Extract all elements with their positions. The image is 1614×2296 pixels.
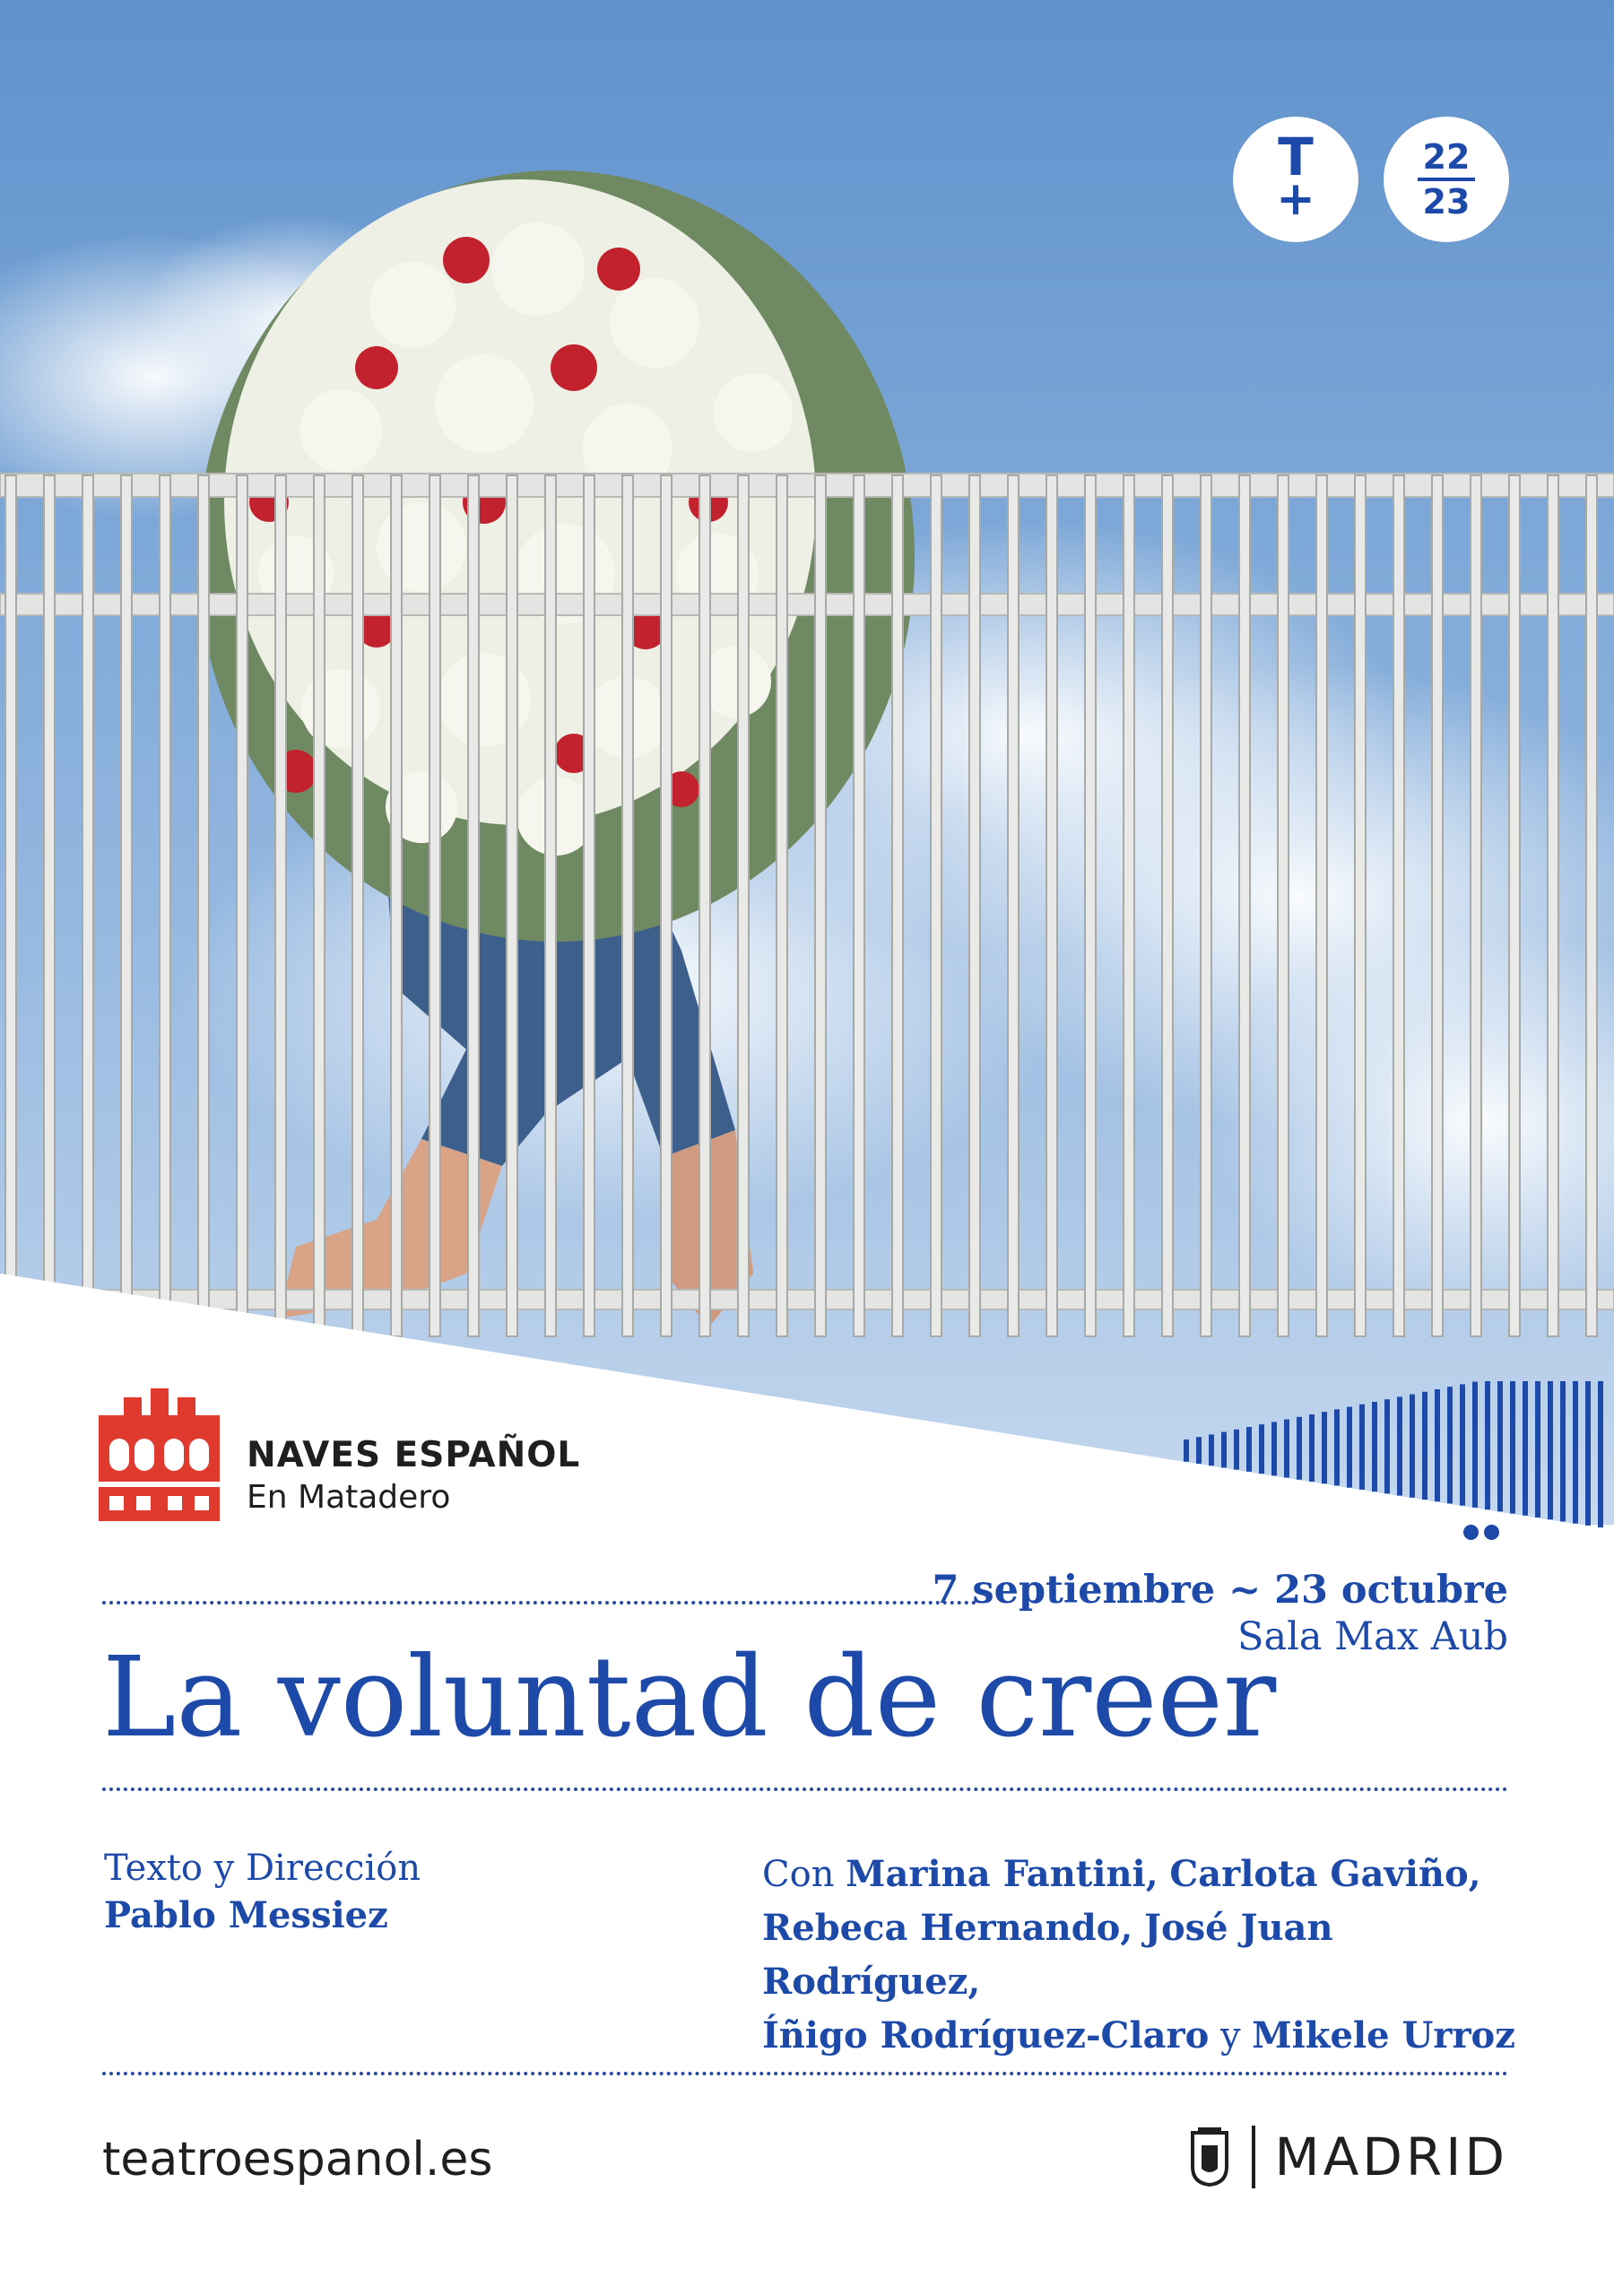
blue-stripe <box>1435 1389 1440 1501</box>
divider-top <box>102 1601 976 1605</box>
cast-member: Rebeca Hernando <box>762 1907 1121 1949</box>
season-divider <box>1418 178 1475 181</box>
blue-stripe <box>1410 1395 1415 1498</box>
naves-building-logo <box>99 1388 220 1521</box>
venue-name: NAVES ESPAÑOL <box>247 1435 581 1475</box>
blue-stripe <box>1472 1382 1478 1508</box>
blue-stripe <box>1560 1381 1566 1521</box>
blue-stripe <box>1510 1381 1515 1514</box>
blue-stripe <box>1397 1396 1402 1495</box>
blue-stripe <box>1460 1384 1465 1505</box>
venue-logo <box>99 1388 580 1521</box>
blue-stripe <box>1372 1402 1377 1492</box>
divider-middle <box>102 1787 1508 1791</box>
dots-icon <box>1463 1525 1499 1540</box>
badge-plus: + <box>1276 172 1315 226</box>
badges <box>1233 117 1509 242</box>
cast-member: Marina Fantini <box>846 1853 1146 1895</box>
blue-stripe <box>1322 1412 1327 1483</box>
blue-stripe <box>1585 1381 1591 1526</box>
badge-t-letter: T <box>1278 126 1314 187</box>
cast-joiner: y <box>1219 2015 1241 2057</box>
blue-stripe <box>1347 1407 1352 1488</box>
blue-stripe <box>1497 1381 1503 1511</box>
date-range: 7 septiembre ~ 23 octubre <box>932 1568 1508 1613</box>
room-name: Sala Max Aub <box>1237 1614 1508 1659</box>
blue-stripe <box>1334 1409 1340 1485</box>
blue-stripe <box>1309 1414 1315 1482</box>
madrid-shield-icon <box>1191 2127 1228 2187</box>
blue-stripe <box>1384 1399 1390 1493</box>
cast-credit: Con Marina Fantini, Carlota Gaviño, Rebeca Hernando, José Juan Rodríguez, Íñigo Rodríguez-Claro y Mikele Urroz <box>762 1853 1515 2057</box>
blue-stripe <box>1297 1417 1302 1480</box>
divider-bottom <box>102 2072 1508 2075</box>
blue-stripe <box>1184 1439 1189 1462</box>
website-link[interactable]: teatroespanol.es <box>102 2133 493 2187</box>
blue-stripe <box>1284 1420 1289 1478</box>
teatro-plus-badge <box>1233 117 1358 242</box>
blue-stripe <box>1259 1424 1264 1474</box>
blue-stripe <box>1485 1381 1490 1509</box>
season-bottom: 23 <box>1422 182 1471 222</box>
madrid-word: MADRID <box>1274 2126 1508 2187</box>
blue-stripe <box>1246 1427 1252 1472</box>
blue-stripe <box>1234 1430 1239 1470</box>
venue-subtitle: En Matadero <box>247 1479 451 1516</box>
cast-prefix: Con <box>762 1854 835 1895</box>
blue-stripe <box>1196 1437 1202 1464</box>
madrid-brand <box>1191 2126 1508 2188</box>
show-title: La voluntad de creer <box>102 1633 1277 1762</box>
cast-member: Carlota Gaviño <box>1169 1853 1469 1895</box>
cast-member: Íñigo Rodríguez-Claro <box>762 2014 1210 2057</box>
blue-stripe <box>1209 1434 1214 1465</box>
blue-stripe <box>1422 1392 1427 1500</box>
blue-stripe <box>1523 1381 1528 1516</box>
season-top: 22 <box>1422 137 1471 177</box>
blue-stripe <box>1573 1381 1578 1524</box>
blue-stripe <box>1221 1432 1227 1468</box>
direction-label: Texto y Dirección <box>104 1848 421 1889</box>
blue-stripe <box>1548 1381 1553 1519</box>
cast-member: Mikele Urroz <box>1252 2014 1515 2057</box>
blue-stripe <box>1271 1422 1277 1475</box>
director-name: Pablo Messiez <box>104 1894 388 1936</box>
blue-stripe <box>1598 1381 1603 1527</box>
blue-stripe <box>1447 1387 1453 1503</box>
cast-member: José Juan Rodríguez <box>762 1907 1333 2003</box>
blue-stripe <box>1535 1381 1540 1518</box>
direction-credit <box>104 1848 421 1936</box>
madrid-separator <box>1252 2126 1255 2188</box>
blue-stripe <box>1359 1405 1365 1490</box>
season-badge <box>1384 117 1509 242</box>
